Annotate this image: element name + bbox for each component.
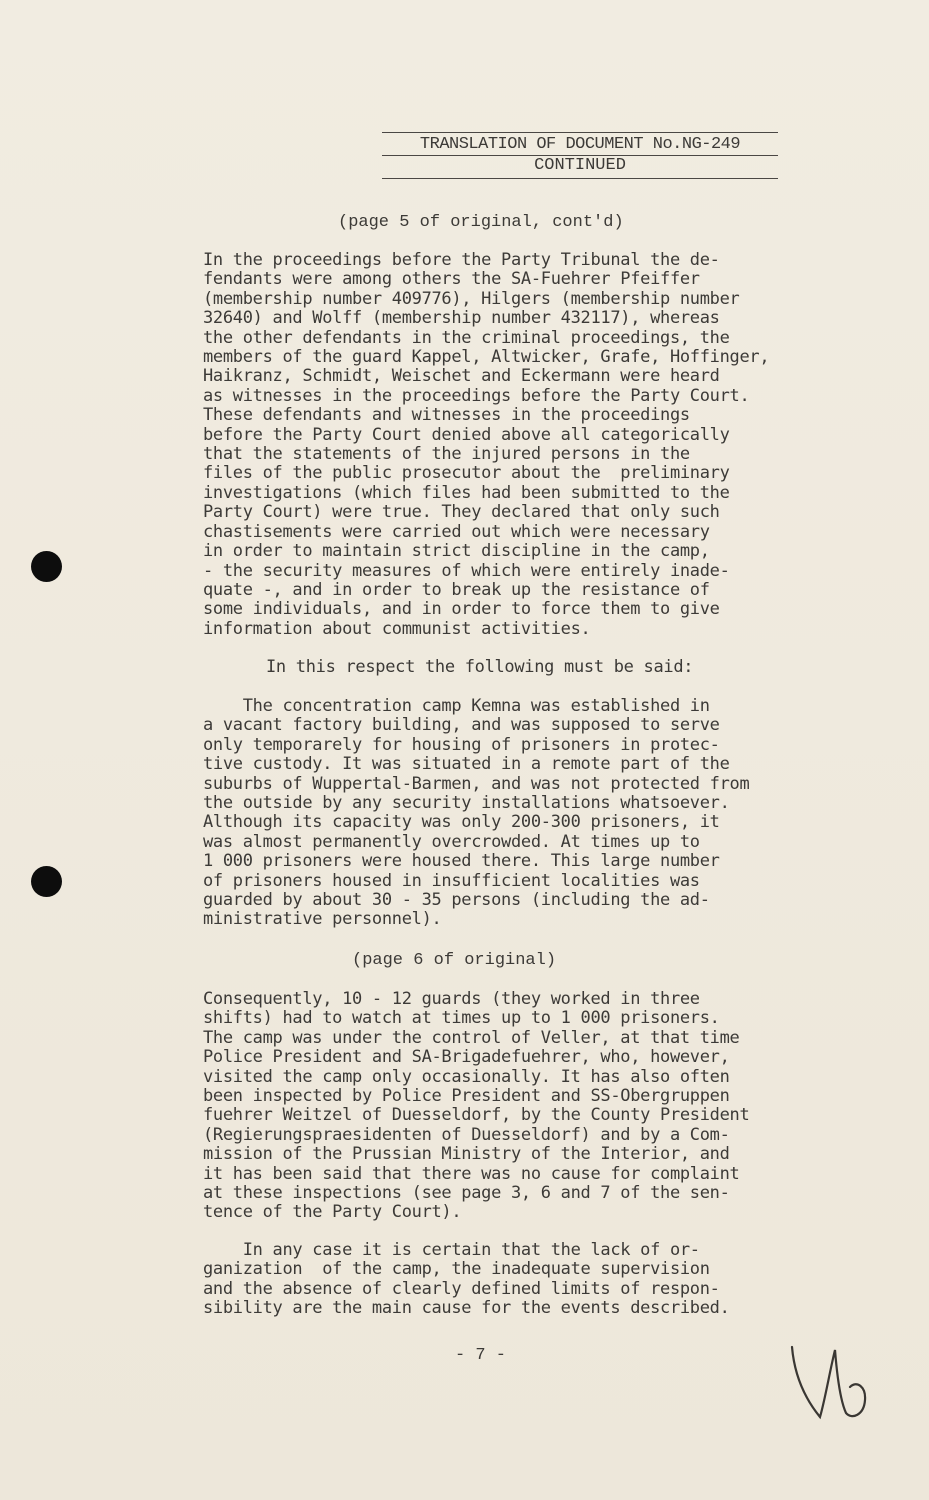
paragraph-conclusion: In any case it is certain that the lack of or- ganization of the camp, the inadequate supervision and the absence of clearly defined limits of respon- sibility are the main cause for the events described. <box>203 1240 730 1319</box>
punch-hole-top <box>31 551 62 582</box>
paragraph-guards: Consequently, 10 - 12 guards (they worked in three shifts) had to watch at times up to 1 000 prisoners. The camp was under the control of Veller, at that time Police President and SA-Brigadefuehrer, who, however, visited the camp only occasionally. It has also often been inspected by Police President and SS-Obergruppen fuehrer Weitzel of Duesseldorf, by the County President (Regierungspraesidenten of Duesseldorf) and by a Com- mission of the Prussian Ministry of the Interior, and it has been said that there was no cause for complaint at these inspections (see page 3, 6 and 7 of the sen- tence of the Party Court). <box>203 989 750 1223</box>
header-continued: CONTINUED <box>382 156 778 179</box>
page-5-note: (page 5 of original, cont'd) <box>338 213 624 232</box>
paragraph-kemna-camp: The concentration camp Kemna was established in a vacant factory building, and was supposed to serve only temporarely for housing of prisoners in protec- tive custody. It was situated in a remote part of the suburbs of Wuppertal-Barmen, and was not protected from the outside by any security installations whatsoever. Although its capacity was only 200-300 prisoners, it was almost permanently overcrowded. At times up to 1 000 prisoners were housed there. This large number of prisoners housed in insufficient localities was guarded by about 30 - 35 persons (including the ad- ministrative personnel). <box>203 696 750 930</box>
header-title: TRANSLATION OF DOCUMENT No.NG-249 <box>382 132 778 156</box>
paragraph-respect: In this respect the following must be said: <box>266 657 694 677</box>
page-6-note: (page 6 of original) <box>352 951 557 970</box>
document-header <box>382 132 778 179</box>
page-number: - 7 - <box>455 1346 507 1365</box>
handwritten-initials <box>780 1325 880 1425</box>
paragraph-party-tribunal: In the proceedings before the Party Tribunal the de- fendants were among others the SA-Fuehrer Pfeiffer (membership number 409776), Hilgers (membership number 32640) and Wolff (membership number 432117), whereas the other defendants in the criminal proceedings, the members of the guard Kappel, Altwicker, Grafe, Hoffinger, Haikranz, Schmidt, Weischet and Eckermann were heard as witnesses in the proceedings before the Party Court. These defendants and witnesses in the proceedings before the Party Court denied above all categorically that the statements of the injured persons in the files of the public prosecutor about the preliminary investigations (which files had been submitted to the Party Court) were true. They declared that only such chastisements were carried out which were necessary in order to maintain strict discipline in the camp, - the security measures of which were entirely inade- quate -, and in order to break up the resistance of some individuals, and in order to force them to give information about communist activities. <box>203 250 770 639</box>
punch-hole-bottom <box>31 866 62 897</box>
